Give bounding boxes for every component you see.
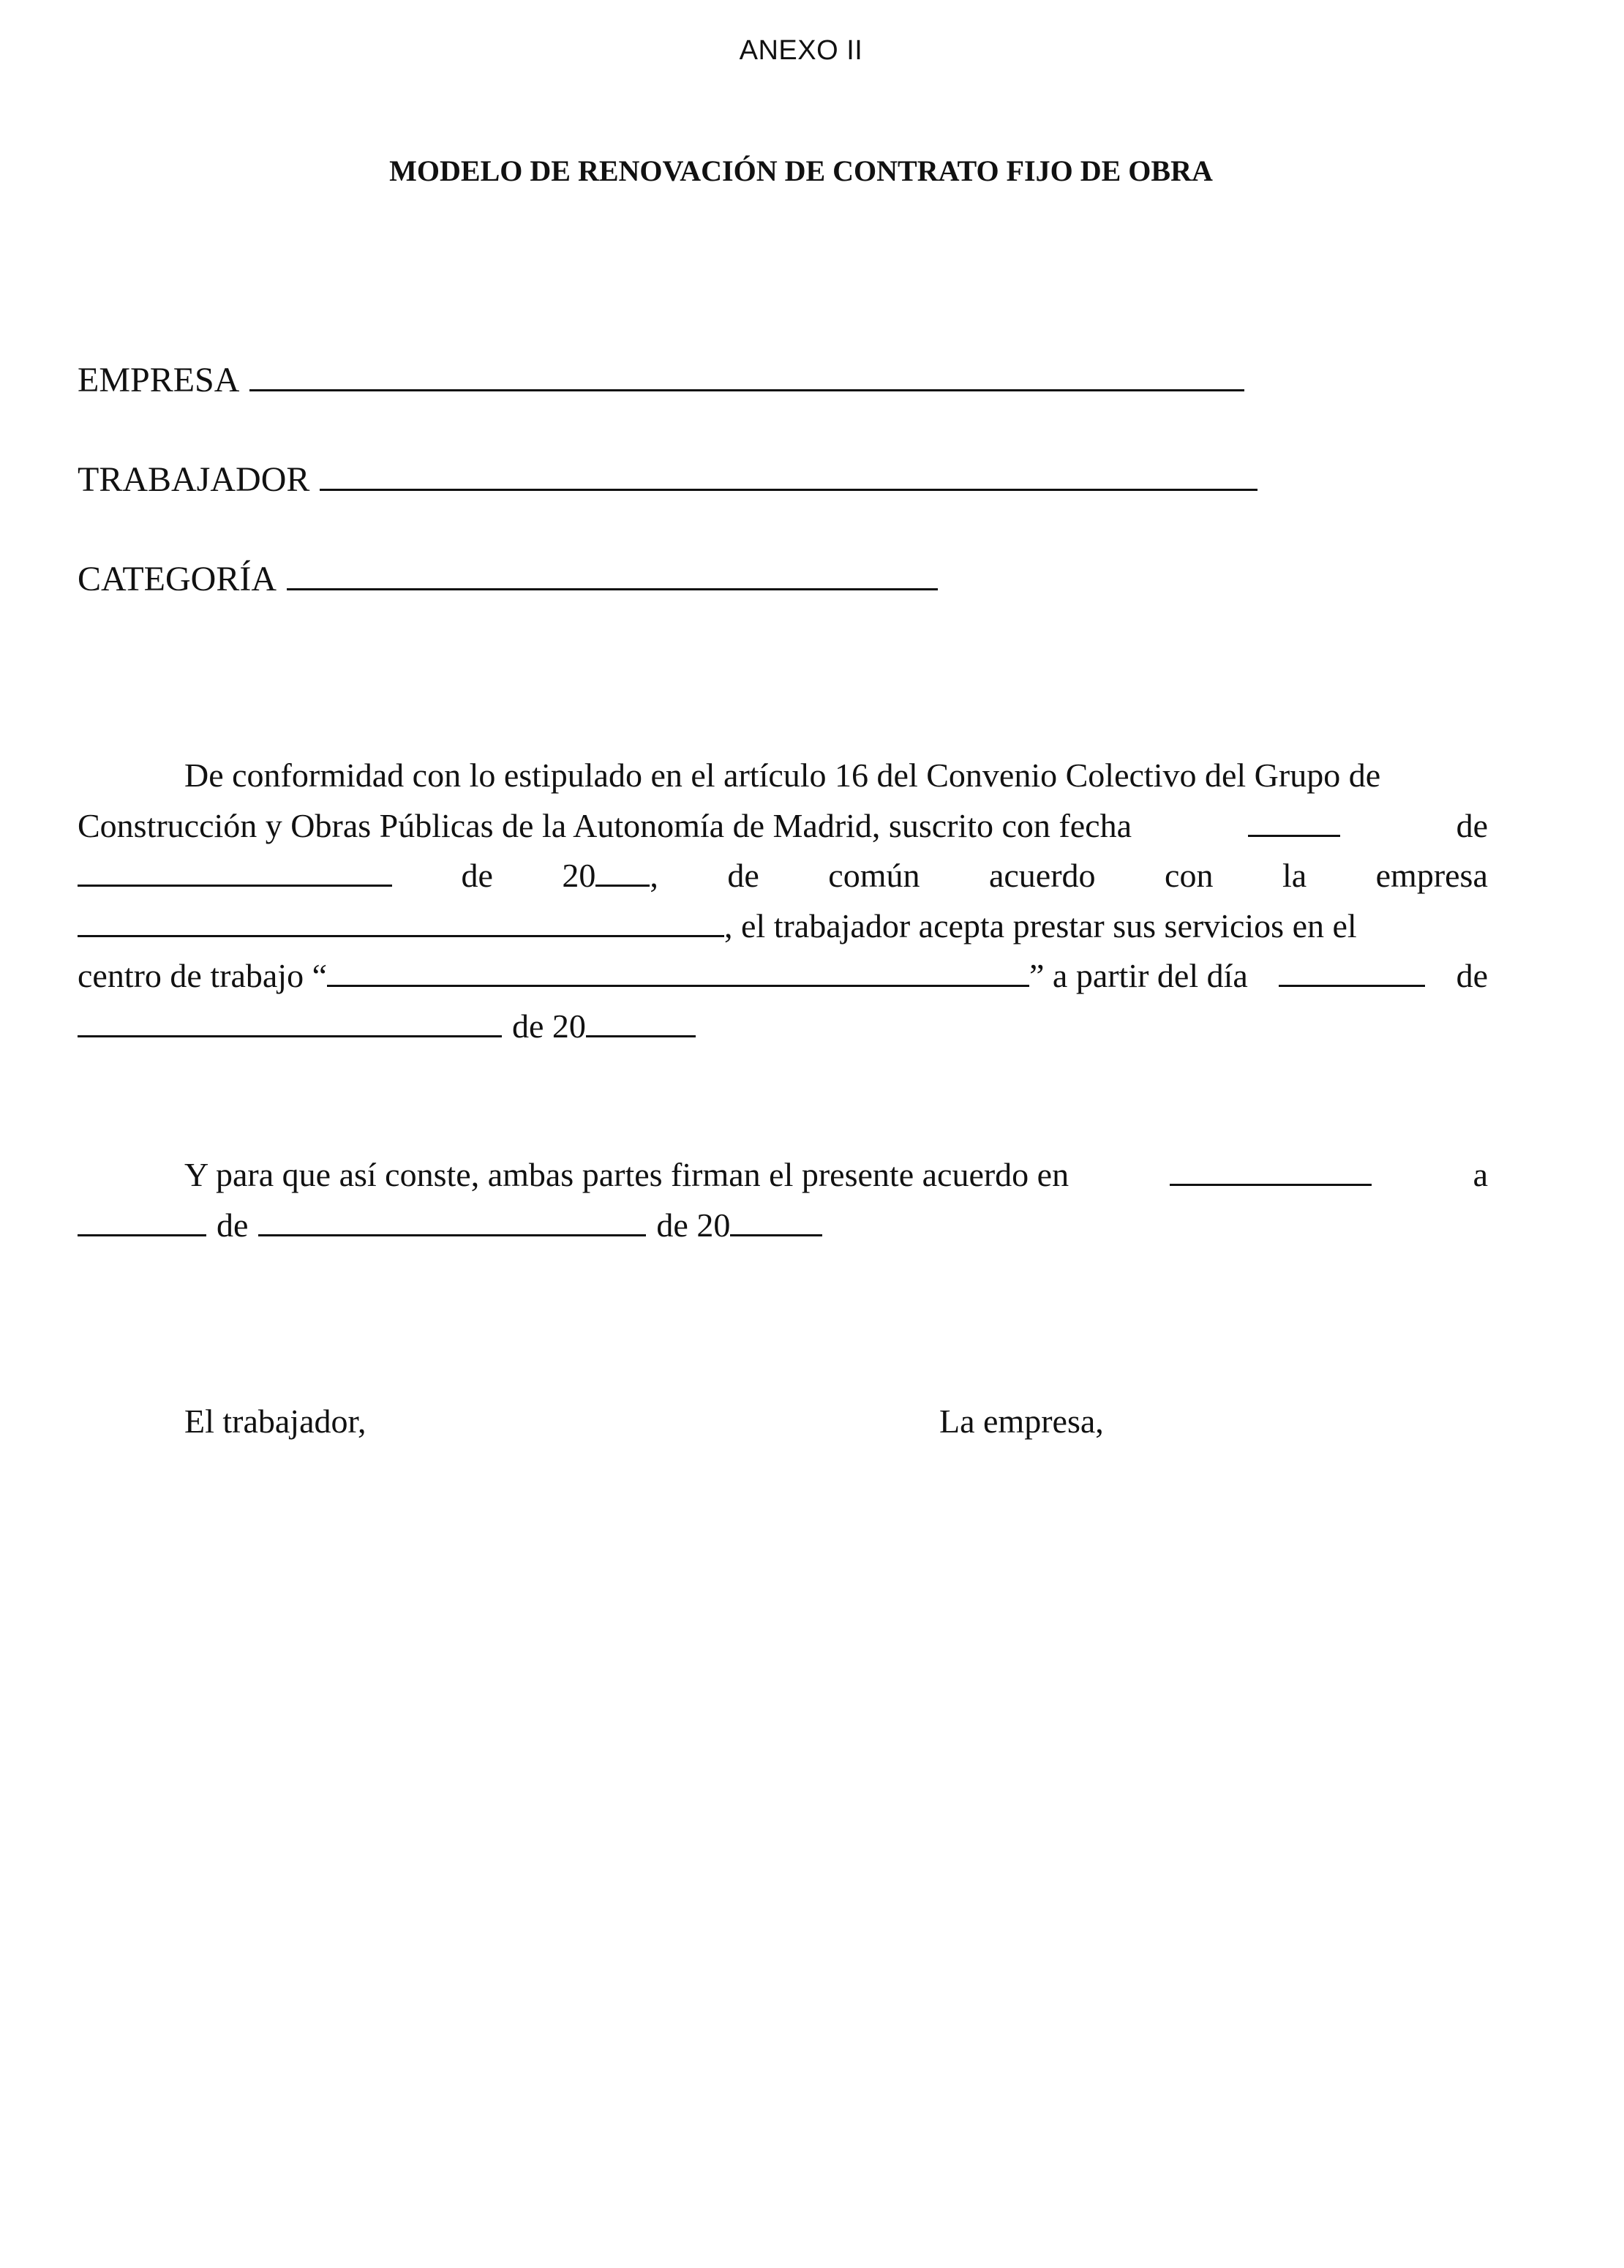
year-group xyxy=(562,851,658,901)
paragraph-text: centro de trabajo “ xyxy=(78,957,327,994)
inicio-dia-blank[interactable] xyxy=(1279,955,1425,987)
empresa-nombre-blank[interactable] xyxy=(78,906,724,937)
paragraph-line xyxy=(78,1150,1488,1201)
inicio-anio-blank[interactable] xyxy=(586,1006,696,1037)
fecha-mes-blank[interactable] xyxy=(78,855,392,887)
worker-signature-label: El trabajador, xyxy=(184,1403,366,1440)
paragraph-text: acuerdo xyxy=(988,857,1096,894)
firma-anio-blank[interactable] xyxy=(730,1205,822,1236)
inicio-mes-blank[interactable] xyxy=(78,1006,502,1037)
paragraph-text-wrap xyxy=(724,901,1488,952)
paragraph-text: a xyxy=(1473,1156,1488,1193)
paragraph-text: Construcción y Obras Públicas de la Autonomía de Madrid, suscrito con fecha xyxy=(78,806,1132,844)
fecha-anio-blank[interactable] xyxy=(595,855,650,887)
paragraph-line xyxy=(78,751,1488,801)
paragraph-text: de xyxy=(1456,957,1488,994)
paragraph-text: 20 xyxy=(562,857,596,894)
paragraph-text: de xyxy=(461,857,493,894)
trabajador-blank[interactable] xyxy=(320,457,1258,491)
company-signature-label: La empresa, xyxy=(939,1403,1104,1440)
trabajador-field xyxy=(78,457,1258,500)
empresa-blank[interactable] xyxy=(249,357,1244,391)
empresa-label: EMPRESA xyxy=(78,361,240,399)
agreement-paragraph xyxy=(78,751,1488,1051)
document-title: MODELO DE RENOVACIÓN DE CONTRATO FIJO DE OBRA xyxy=(389,154,1213,187)
paragraph-text: de 20 xyxy=(656,1206,731,1244)
paragraph-text: De conformidad con lo estipulado en el artículo 16 del Convenio Colectivo del Grupo de xyxy=(184,756,1381,794)
firma-dia-blank[interactable] xyxy=(78,1205,206,1236)
firma-mes-blank[interactable] xyxy=(258,1205,646,1236)
paragraph-line xyxy=(78,951,1488,1002)
categoria-blank[interactable] xyxy=(287,556,938,590)
trabajador-label: TRABAJADOR xyxy=(78,460,310,499)
paragraph-text: ” a partir del día xyxy=(1029,957,1248,994)
lugar-blank[interactable] xyxy=(1170,1154,1372,1186)
paragraph-text: empresa xyxy=(1375,857,1488,894)
paragraph-text: Y para que así conste, ambas partes firman el presente acuerdo en xyxy=(184,1156,1069,1193)
paragraph-line xyxy=(78,801,1488,852)
annex-label: ANEXO II xyxy=(739,35,863,66)
paragraph-text: , xyxy=(650,857,658,894)
centro-trabajo-blank[interactable] xyxy=(327,955,1029,987)
paragraph-text: de xyxy=(217,1206,249,1244)
categoria-field xyxy=(78,556,938,599)
empresa-field xyxy=(78,357,1244,400)
closing-paragraph xyxy=(78,1150,1488,1250)
paragraph-text: , el trabajador acepta prestar sus servicios en el xyxy=(724,906,1357,945)
paragraph-text: la xyxy=(1282,857,1307,894)
paragraph-text: común xyxy=(828,857,920,894)
paragraph-text: de xyxy=(727,857,759,894)
paragraph-line xyxy=(78,1201,1488,1251)
categoria-label: CATEGORÍA xyxy=(78,560,277,598)
paragraph-line xyxy=(78,851,1488,901)
paragraph-line xyxy=(78,901,1488,952)
paragraph-line xyxy=(78,1002,1488,1052)
paragraph-text: con xyxy=(1165,857,1214,894)
centro-group xyxy=(78,951,1248,1002)
paragraph-text: de 20 xyxy=(512,1007,586,1045)
fecha-dia-blank[interactable] xyxy=(1248,806,1340,837)
paragraph-text: de xyxy=(1456,806,1488,844)
